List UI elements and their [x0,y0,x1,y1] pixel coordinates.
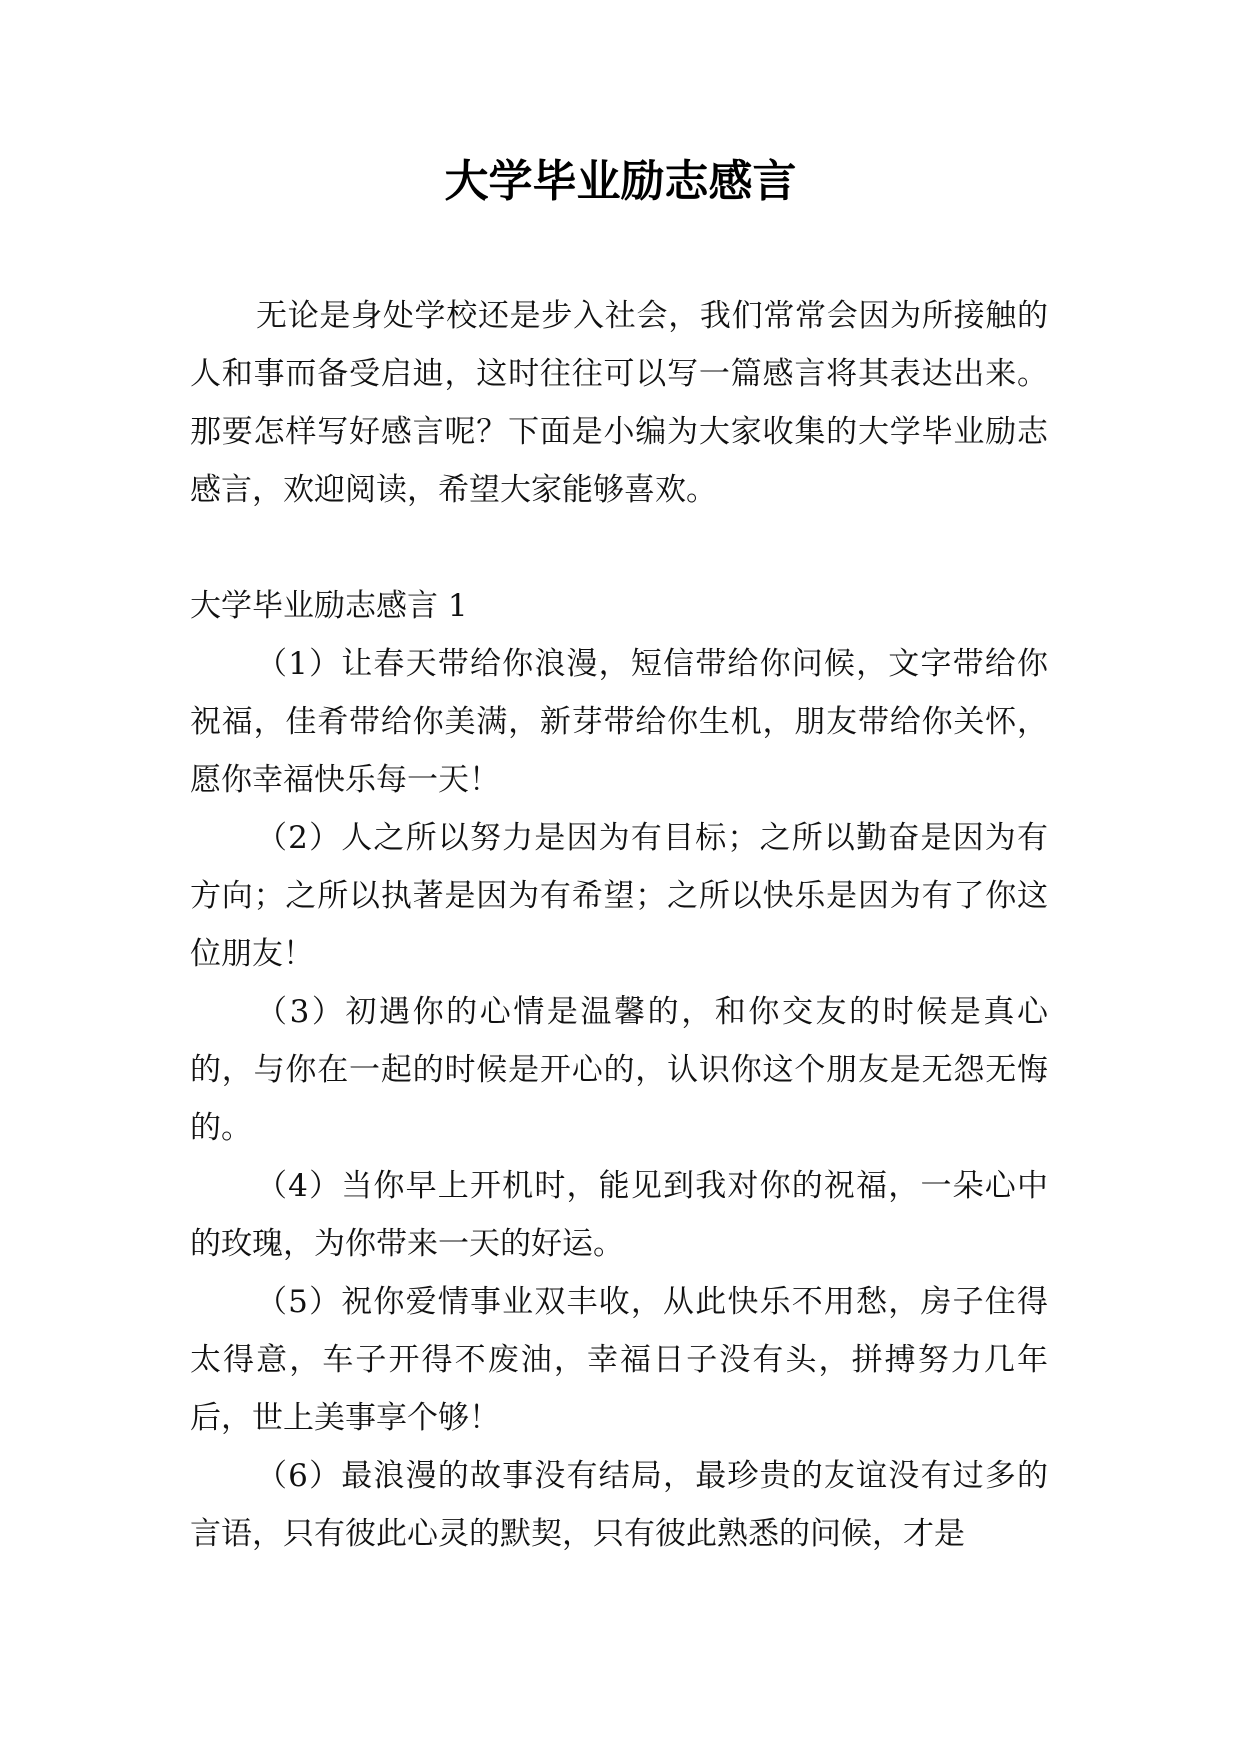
intro-paragraph: 无论是身处学校还是步入社会，我们常常会因为所接触的人和事而备受启迪，这时往往可以写一篇感言将其表达出来。那要怎样写好感言呢？下面是小编为大家收集的大学毕业励志感言，欢迎阅读，希望大家能够喜欢。 [190,298,1048,508]
list-item: （2）人之所以努力是因为有目标；之所以勤奋是因为有方向；之所以执著是因为有希望；之所以快乐是因为有了你这位朋友！ [190,820,1048,972]
document-title: 大学毕业励志感言 [444,156,797,207]
list-item: （3）初遇你的心情是温馨的，和你交友的时候是真心的，与你在一起的时候是开心的，认识你这个朋友是无怨无悔的。 [190,994,1048,1146]
document-body [190,287,1048,1563]
section-heading: 大学毕业励志感言 1 [190,588,468,624]
list-item: （6）最浪漫的故事没有结局，最珍贵的友谊没有过多的言语，只有彼此心灵的默契，只有彼此熟悉的问候，才是 [190,1458,1048,1552]
list-item: （1）让春天带给你浪漫，短信带给你问候，文字带给你祝福，佳肴带给你美满，新芽带给你生机，朋友带给你关怀，愿你幸福快乐每一天！ [190,646,1048,798]
list-item: （5）祝你爱情事业双丰收，从此快乐不用愁，房子住得太得意，车子开得不废油，幸福日子没有头，拼搏努力几年后，世上美事享个够！ [190,1284,1048,1436]
list-item: （4）当你早上开机时，能见到我对你的祝福，一朵心中的玫瑰，为你带来一天的好运。 [190,1168,1048,1262]
